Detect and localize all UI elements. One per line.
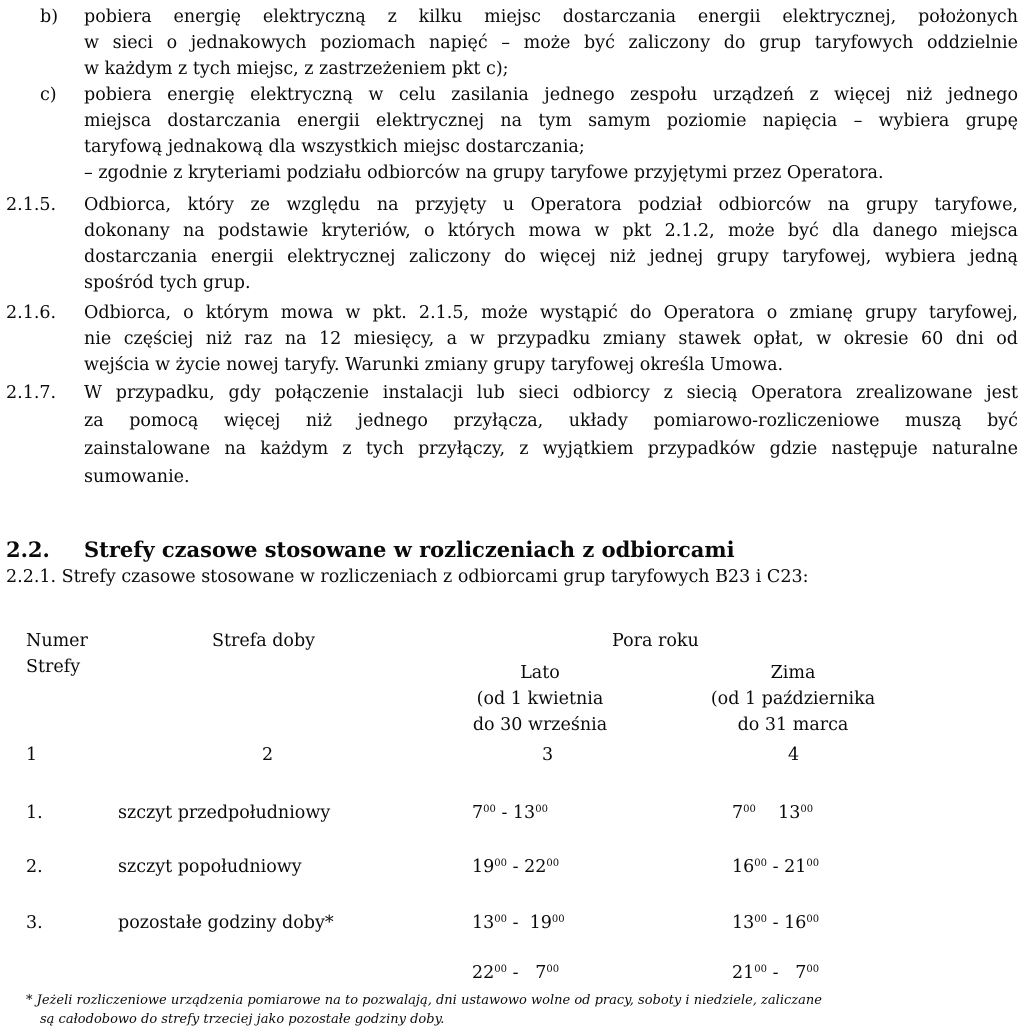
header-lato-to: do 30 września	[472, 715, 608, 735]
footnote-line-1: * Jeżeli rozliczeniowe urządzenia pomiarowe na to pozwalają, dni ustawowo wolne od pracy, soboty i niedziele, zaliczane	[26, 993, 822, 1008]
row-1-zima: $7^{00}$ $13^{00}$	[732, 803, 814, 823]
row-3-zima: $13^{00} - 16^{00}$	[732, 913, 820, 933]
col-num-2: 2	[262, 745, 274, 765]
p215-line-3: dostarczania energii elektrycznej zaliczony do więcej niż jednej grupy taryfowej, wybiera jedną	[84, 247, 1018, 267]
col-num-3: 3	[542, 745, 554, 765]
item-c-label: c)	[40, 85, 57, 105]
p215-line-4: spośród tych grup.	[84, 273, 251, 293]
item-b-label: b)	[40, 7, 59, 27]
p217-line-3: zainstalowane na każdym z tych przyłączy, z wyjątkiem przypadków gdzie następuje naturalne	[84, 439, 1018, 459]
p216-line-2: nie częściej niż raz na 12 miesięcy, a w przypadku zmiany stawek opłat, w okresie 60 dni od	[84, 329, 1018, 349]
subsection-line: 2.2.1. Strefy czasowe stosowane w rozliczeniach z odbiorcami grup taryfowych B23 i C23:	[6, 567, 809, 587]
p215-line-2: dokonany na podstawie kryteriów, o których mowa w pkt 2.1.2, może być dla danego miejsca	[84, 221, 1018, 241]
row-3-num: 3.	[26, 913, 43, 933]
row-1-name: szczyt przedpołudniowy	[118, 803, 331, 823]
p217-line-1: W przypadku, gdy połączenie instalacji lub sieci odbiorcy z siecią Operatora zrealizowane jest	[84, 383, 1018, 403]
item-c-line-3: taryfową jednakową dla wszystkich miejsc dostarczania;	[84, 137, 585, 157]
row-3-lato: $13^{00} - 19^{00}$	[472, 913, 565, 933]
header-strefa-doby: Strefa doby	[212, 631, 316, 651]
section-title: Strefy czasowe stosowane w rozliczeniach z odbiorcami	[84, 537, 735, 562]
criteria-line: – zgodnie z kryteriami podziału odbiorców na grupy taryfowe przyjętymi przez Operatora.	[84, 163, 884, 183]
header-pora-roku: Pora roku	[612, 631, 699, 651]
row-1-num: 1.	[26, 803, 43, 823]
row-3-zima-extra: $21^{00} - 7^{00}$	[732, 963, 820, 983]
header-zima: Zima	[770, 663, 816, 683]
row-2-num: 2.	[26, 857, 43, 877]
row-2-zima: $16^{00} - 21^{00}$	[732, 857, 820, 877]
header-strefy: Strefy	[26, 657, 81, 677]
p217-line-4: sumowanie.	[84, 467, 190, 487]
header-numer: Numer	[26, 631, 88, 651]
p215-label: 2.1.5.	[6, 195, 57, 215]
col-num-1: 1	[26, 745, 38, 765]
item-c-line-2: miejsca dostarczania energii elektrycznej na tym samym poziomie napięcia – wybiera grupę	[84, 111, 1018, 131]
row-1-lato: $7^{00} - 13^{00}$	[472, 803, 548, 823]
p217-label: 2.1.7.	[6, 383, 57, 403]
row-3-name: pozostałe godziny doby*	[118, 913, 334, 933]
footnote-line-2: są całodobowo do strefy trzeciej jako pozostałe godziny doby.	[40, 1012, 445, 1027]
header-lato-from: (od 1 kwietnia	[476, 689, 604, 709]
section-number: 2.2.	[6, 537, 50, 562]
p216-label: 2.1.6.	[6, 303, 57, 323]
p215-line-1: Odbiorca, który ze względu na przyjęty u Operatora podział odbiorców na grupy taryfowe,	[84, 195, 1018, 215]
item-b-line-1: pobiera energię elektryczną z kilku miejsc dostarczania energii elektrycznej, położonych	[84, 7, 1018, 27]
col-num-4: 4	[788, 745, 800, 765]
row-3-lato-extra: $22^{00} - 7^{00}$	[472, 963, 560, 983]
p217-line-2: za pomocą więcej niż jednego przyłącza, układy pomiarowo-rozliczeniowe muszą być	[84, 411, 1018, 431]
header-zima-from: (od 1 października	[710, 689, 876, 709]
item-b-line-2: w sieci o jednakowych poziomach napięć – może być zaliczony do grup taryfowych oddzielnie	[84, 33, 1018, 53]
p216-line-1: Odbiorca, o którym mowa w pkt. 2.1.5, może wystąpić do Operatora o zmianę grupy taryfowej,	[84, 303, 1018, 323]
header-lato: Lato	[520, 663, 560, 683]
p216-line-3: wejścia w życie nowej taryfy. Warunki zmiany grupy taryfowej określa Umowa.	[84, 355, 784, 375]
item-c-line-1: pobiera energię elektryczną w celu zasilania jednego zespołu urządzeń z więcej niż jednego	[84, 85, 1018, 105]
header-zima-to: do 31 marca	[737, 715, 849, 735]
row-2-lato: $19^{00} - 22^{00}$	[472, 857, 560, 877]
row-2-name: szczyt popołudniowy	[118, 857, 302, 877]
item-b-line-3: w każdym z tych miejsc, z zastrzeżeniem pkt c);	[84, 59, 509, 79]
